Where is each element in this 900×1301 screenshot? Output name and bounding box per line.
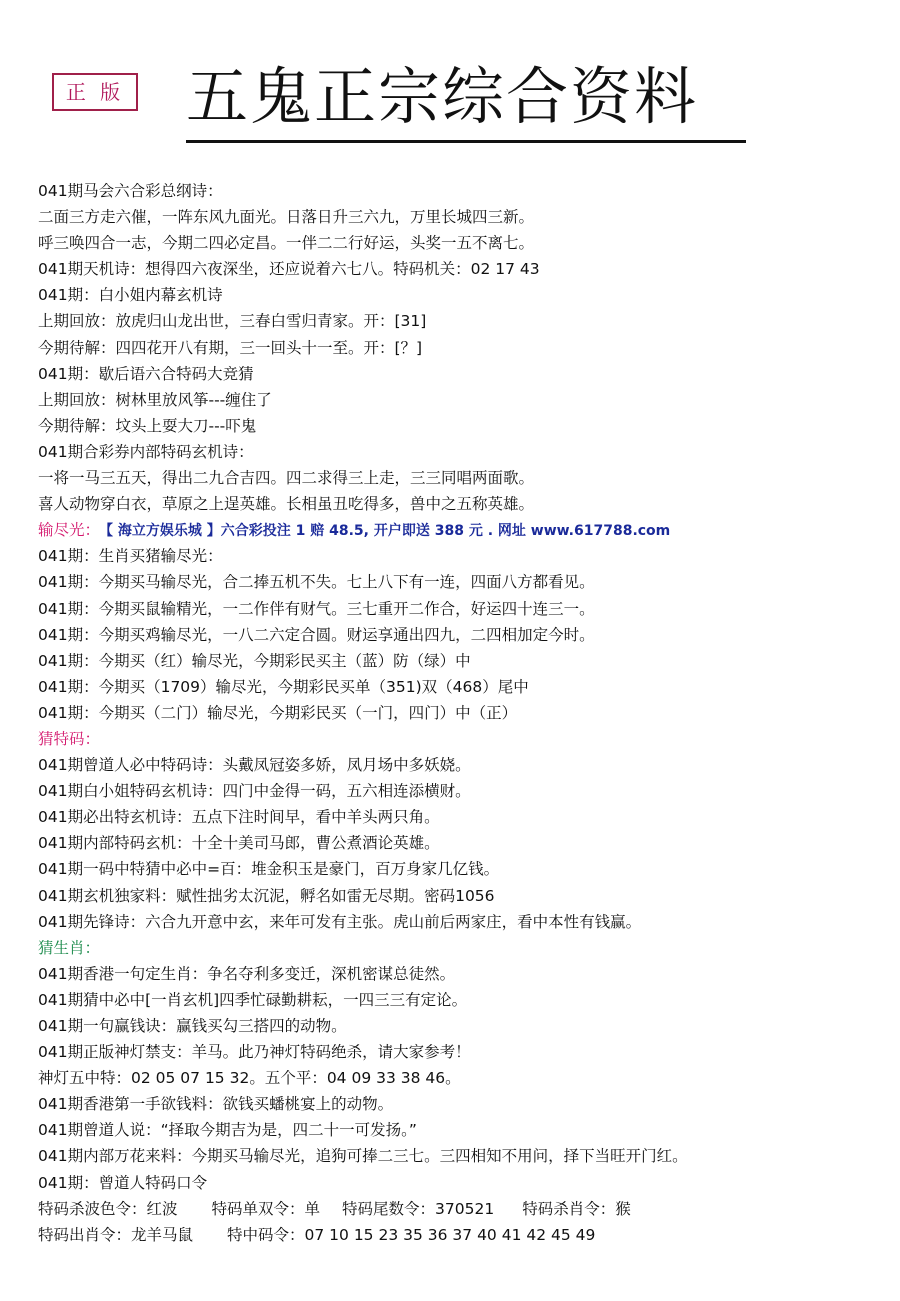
text-line: 上期回放：树林里放风筝---缠住了 <box>38 390 272 409</box>
text-line: 一将一马三五天，得出二九合吉四。四二求得三上走，三三同唱两面歌。 <box>38 469 535 488</box>
section-title-guess-code: 猜特码： <box>38 729 101 748</box>
command-odd-even: 特码单双令：单 <box>211 1199 321 1218</box>
text-line: 041期先锋诗：六合九开意中玄，来年可发有主张。虎山前后两家庄，看中本性有钱赢。 <box>38 912 642 931</box>
text-line: 041期：今期买鸡输尽光，一八二六定合圆。财运享通出四九，二四相加定今时。 <box>38 625 595 644</box>
text-line: 今期待解：四四花开八有期，三一回头十一至。开：[？] <box>38 338 423 357</box>
text-line: 041期：曾道人特码口令 <box>38 1173 208 1192</box>
text-line: 041期必出特玄机诗：五点下注时间早，看中羊头两只角。 <box>38 808 440 827</box>
text-line: 喜人动物穿白衣，草原之上逞英雄。长相虽丑吃得多，兽中之五称英雄。 <box>38 495 535 514</box>
text-line: 041期内部万花来料：今期买马输尽光，追狗可捧二三七。三四相知不用问，择下当旺开门红。 <box>38 1147 688 1166</box>
text-line: 今期待解：坟头上耍大刀---吓鬼 <box>38 416 257 435</box>
section-title-guess-zodiac: 猜生肖： <box>38 938 101 957</box>
text-line: 041期马会六合彩总纲诗： <box>38 182 223 200</box>
section-header-lose <box>38 517 888 543</box>
text-line: 041期：今期买（红）输尽光，今期彩民买主（蓝）防（绿）中 <box>38 651 471 670</box>
section-title: 输尽光： <box>38 521 101 540</box>
text-line: 041期内部特码玄机：十全十美司马郎，曹公煮酒论英雄。 <box>38 834 440 853</box>
text-line: 041期天机诗：想得四六夜深坐，还应说着六七八。特码机关：02 17 43 <box>38 260 540 279</box>
command-row-2 <box>38 1222 888 1248</box>
command-kill-zodiac: 特码杀肖令：猴 <box>522 1199 631 1218</box>
text-line: 呼三唤四合一志，今期二四必定昌。一伴二二行好运，头奖一五不离七。 <box>38 234 535 253</box>
document-body <box>38 178 888 1248</box>
text-line: 041期：今期买（1709）输尽光，今期彩民买单（351)双（468）尾中 <box>38 677 529 696</box>
text-line: 041期：今期买（二门）输尽光，今期彩民买（一门，四门）中（正） <box>38 703 518 722</box>
text-line: 041期一句赢钱诀：赢钱买勾三搭四的动物。 <box>38 1017 347 1035</box>
command-color: 特码杀波色令：红波 <box>38 1199 178 1218</box>
text-line: 上期回放：放虎归山龙出世，三春白雪归青家。开：[31] <box>38 312 427 331</box>
title-underline <box>186 140 746 143</box>
text-line: 041期：今期买鼠输精光，一二作伴有财气。三七重开二作合，好运四十连三一。 <box>38 599 595 618</box>
command-row-1 <box>38 1196 888 1222</box>
text-line: 041期正版神灯禁支：羊马。此乃神灯特码绝杀，请大家参考！ <box>38 1043 471 1062</box>
text-line: 041期：白小姐内幕玄机诗 <box>38 286 223 305</box>
text-line: 041期：歇后语六合特码大竞猜 <box>38 364 254 383</box>
text-line: 041期曾道人必中特码诗：头戴凤冠姿多娇，凤月场中多妖娆。 <box>38 756 471 775</box>
text-line: 神灯五中特：02 05 07 15 32。五个平：04 09 33 38 46。 <box>38 1069 461 1088</box>
advert-banner[interactable]: 【 海立方娱乐城 】六合彩投注 1 赔 48.5, 开户即送 388 元 . 网址 www.617788.com <box>106 523 671 540</box>
text-line: 041期一码中特猜中必中=百：堆金积玉是豪门，百万身家几亿钱。 <box>38 860 500 879</box>
text-line: 041期香港第一手欲钱料：欲钱买蟠桃宴上的动物。 <box>38 1095 394 1114</box>
text-line: 041期猜中必中[一肖玄机]四季忙碌勤耕耘，一四三三有定论。 <box>38 990 468 1009</box>
command-numbers: 特中码令：07 10 15 23 35 36 37 40 41 42 45 49 <box>227 1225 596 1244</box>
command-tail: 特码尾数令：370521 <box>342 1199 495 1218</box>
command-zodiac: 特码出肖令：龙羊马鼠 <box>38 1225 194 1244</box>
text-line: 041期曾道人说：“择取今期吉为是，四二十一可发扬。” <box>38 1121 417 1140</box>
page-title: 五鬼正宗综合资料 <box>186 60 699 133</box>
text-line: 041期：今期买马输尽光，合二捧五机不失。七上八下有一连，四面八方都看见。 <box>38 573 595 592</box>
text-line: 二面三方走六催，一阵东风九面光。日落日升三六九，万里长城四三新。 <box>38 208 535 227</box>
text-line: 041期：生肖买猪输尽光： <box>38 547 223 566</box>
text-line: 041期白小姐特码玄机诗：四门中金得一码，五六相连添横财。 <box>38 782 471 801</box>
text-line: 041期香港一句定生肖：争名夺利多变迁，深机密谋总徒然。 <box>38 964 456 983</box>
authentic-badge: 正 版 <box>52 73 138 111</box>
text-line: 041期合彩券内部特码玄机诗： <box>38 442 254 461</box>
text-line: 041期玄机独家料：赋性拙劣太沉泥，孵名如雷无尽期。密码1056 <box>38 886 495 905</box>
